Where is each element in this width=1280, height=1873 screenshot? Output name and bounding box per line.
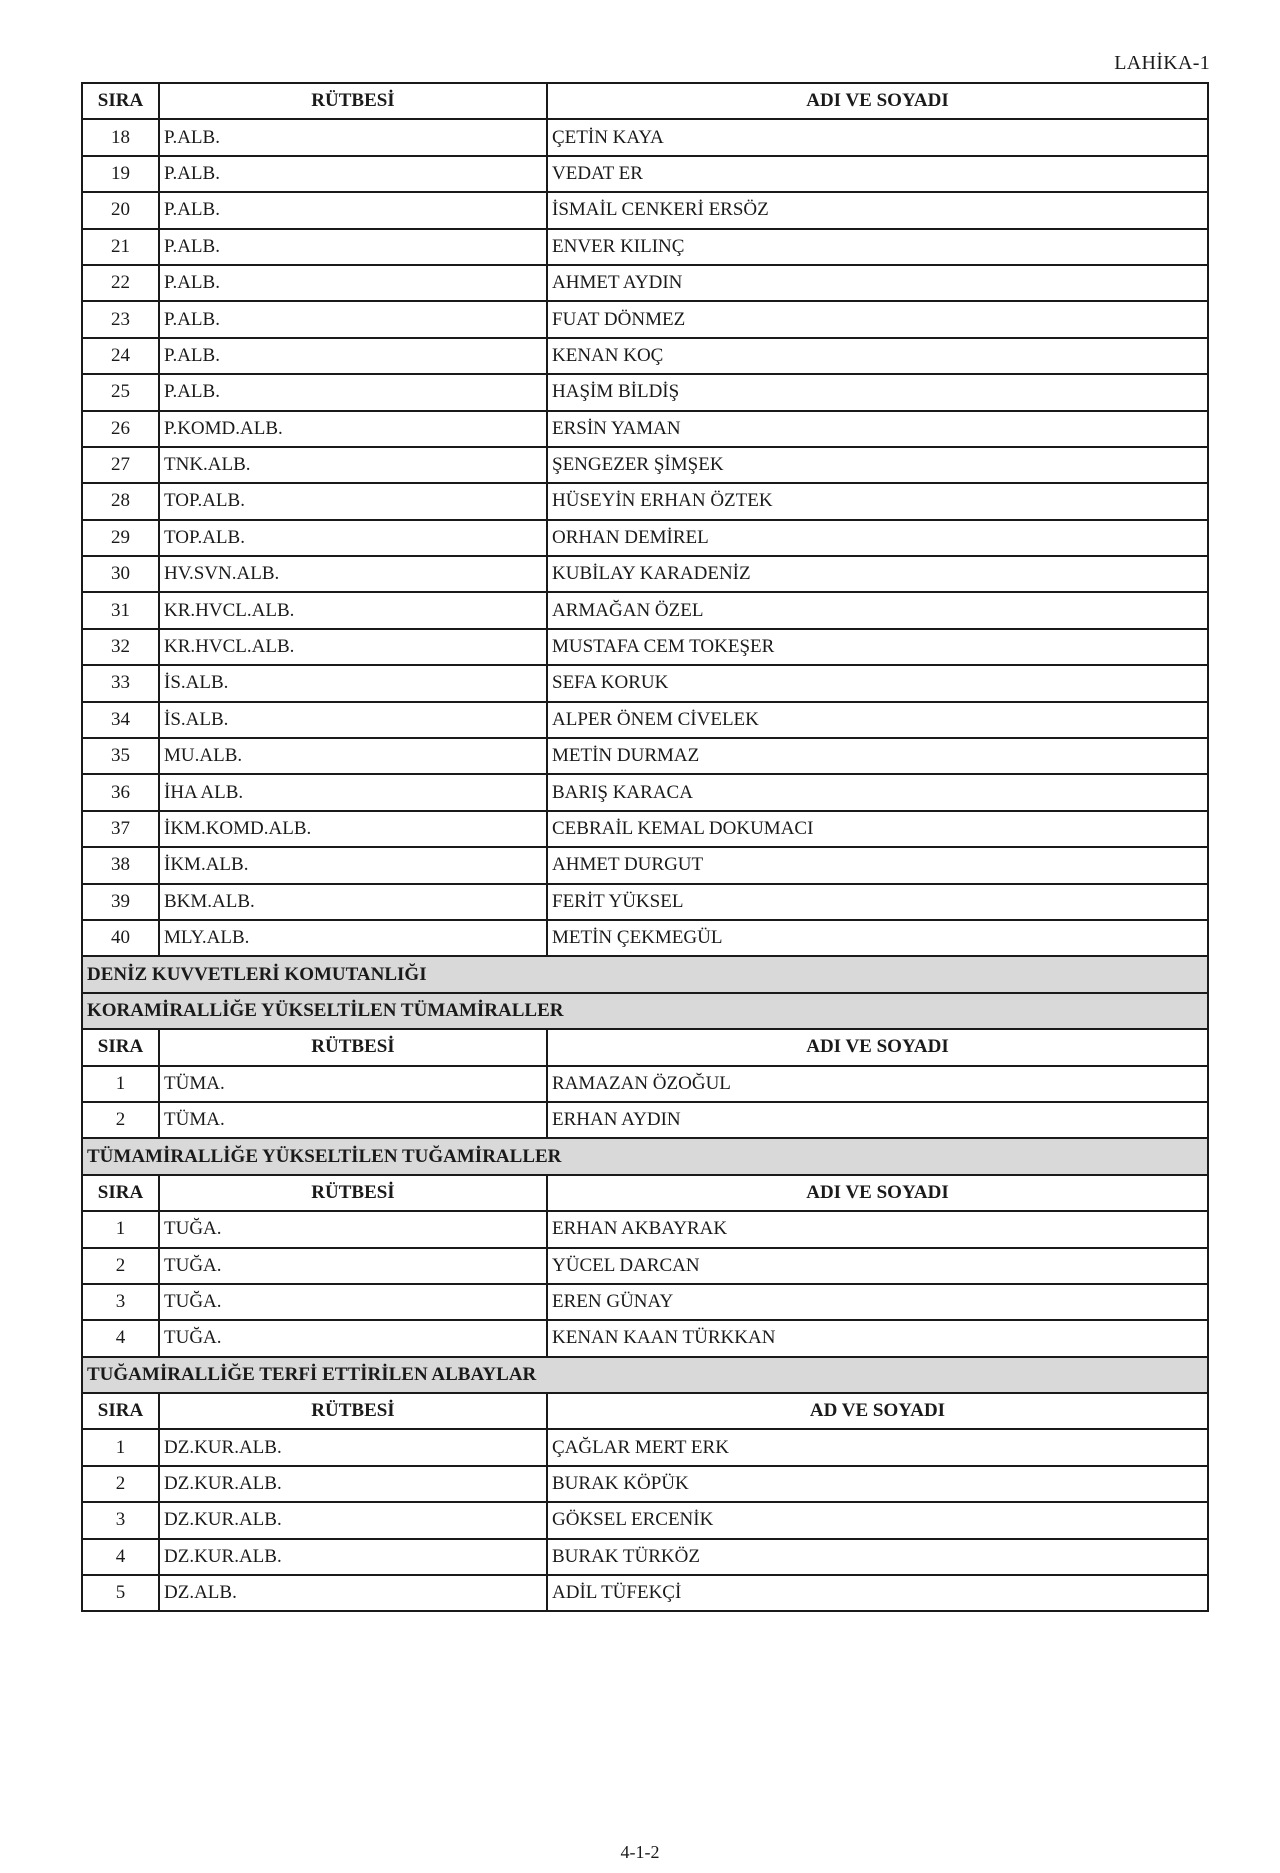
row-name: EREN GÜNAY xyxy=(547,1284,1208,1320)
table-row xyxy=(82,447,1208,483)
row-rank: TÜMA. xyxy=(159,1102,547,1138)
row-name: SEFA KORUK xyxy=(547,665,1208,701)
table-row xyxy=(82,1066,1208,1102)
col-rutbe-header: RÜTBESİ xyxy=(159,83,547,119)
row-sira: 20 xyxy=(82,192,159,228)
table-row xyxy=(82,847,1208,883)
table-row xyxy=(82,265,1208,301)
row-rank: P.ALB. xyxy=(159,338,547,374)
row-name: BURAK KÖPÜK xyxy=(547,1466,1208,1502)
table-row xyxy=(82,665,1208,701)
row-rank: DZ.KUR.ALB. xyxy=(159,1502,547,1538)
row-rank: İKM.ALB. xyxy=(159,847,547,883)
table-row xyxy=(82,1429,1208,1465)
row-sira: 40 xyxy=(82,920,159,956)
row-name: METİN DURMAZ xyxy=(547,738,1208,774)
column-header-row xyxy=(82,1175,1208,1211)
col-ad-header: ADI VE SOYADI xyxy=(547,1029,1208,1065)
table-row xyxy=(82,229,1208,265)
row-name: ARMAĞAN ÖZEL xyxy=(547,592,1208,628)
row-rank: P.ALB. xyxy=(159,374,547,410)
row-name: ERHAN AKBAYRAK xyxy=(547,1211,1208,1247)
row-name: GÖKSEL ERCENİK xyxy=(547,1502,1208,1538)
row-rank: MU.ALB. xyxy=(159,738,547,774)
row-rank: MLY.ALB. xyxy=(159,920,547,956)
row-name: METİN ÇEKMEGÜL xyxy=(547,920,1208,956)
row-sira: 38 xyxy=(82,847,159,883)
row-rank: TÜMA. xyxy=(159,1066,547,1102)
row-name: ORHAN DEMİREL xyxy=(547,520,1208,556)
row-name: MUSTAFA CEM TOKEŞER xyxy=(547,629,1208,665)
row-sira: 25 xyxy=(82,374,159,410)
section-koramiral xyxy=(82,993,1208,1029)
table-row xyxy=(82,1539,1208,1575)
table-row xyxy=(82,192,1208,228)
col-sira-header: SIRA xyxy=(82,1393,159,1429)
row-name: ERHAN AYDIN xyxy=(547,1102,1208,1138)
row-sira: 21 xyxy=(82,229,159,265)
table-row xyxy=(82,592,1208,628)
table-row xyxy=(82,1575,1208,1611)
col-sira-header: SIRA xyxy=(82,1175,159,1211)
col-sira-header: SIRA xyxy=(82,1029,159,1065)
row-rank: BKM.ALB. xyxy=(159,884,547,920)
col-rutbe-header: RÜTBESİ xyxy=(159,1029,547,1065)
row-rank: KR.HVCL.ALB. xyxy=(159,629,547,665)
col-ad-header: ADI VE SOYADI xyxy=(547,83,1208,119)
row-rank: İS.ALB. xyxy=(159,665,547,701)
column-header-row xyxy=(82,83,1208,119)
table-row xyxy=(82,1502,1208,1538)
promotion-table-body xyxy=(82,83,1208,1611)
row-name: ADİL TÜFEKÇİ xyxy=(547,1575,1208,1611)
row-sira: 1 xyxy=(82,1066,159,1102)
row-sira: 1 xyxy=(82,1211,159,1247)
section-tumamiral xyxy=(82,1138,1208,1174)
row-rank: P.ALB. xyxy=(159,265,547,301)
row-sira: 35 xyxy=(82,738,159,774)
table-row xyxy=(82,702,1208,738)
row-name: BARIŞ KARACA xyxy=(547,774,1208,810)
section-title: KORAMİRALLİĞE YÜKSELTİLEN TÜMAMİRALLER xyxy=(82,993,1208,1029)
row-rank: İHA ALB. xyxy=(159,774,547,810)
table-row xyxy=(82,1102,1208,1138)
row-name: ÇAĞLAR MERT ERK xyxy=(547,1429,1208,1465)
table-row xyxy=(82,338,1208,374)
row-name: HAŞİM BİLDİŞ xyxy=(547,374,1208,410)
table-row xyxy=(82,1284,1208,1320)
row-sira: 37 xyxy=(82,811,159,847)
row-sira: 19 xyxy=(82,156,159,192)
col-ad-header: AD VE SOYADI xyxy=(547,1393,1208,1429)
row-sira: 32 xyxy=(82,629,159,665)
column-header-row xyxy=(82,1393,1208,1429)
row-sira: 26 xyxy=(82,411,159,447)
row-sira: 4 xyxy=(82,1320,159,1356)
table-row xyxy=(82,374,1208,410)
row-name: BURAK TÜRKÖZ xyxy=(547,1539,1208,1575)
col-sira-header: SIRA xyxy=(82,83,159,119)
table-row xyxy=(82,1211,1208,1247)
row-sira: 33 xyxy=(82,665,159,701)
row-sira: 3 xyxy=(82,1284,159,1320)
row-name: AHMET DURGUT xyxy=(547,847,1208,883)
page-number: 4-1-2 xyxy=(620,1842,660,1862)
table-row xyxy=(82,411,1208,447)
row-sira: 1 xyxy=(82,1429,159,1465)
section-title: TUĞAMİRALLİĞE TERFİ ETTİRİLEN ALBAYLAR xyxy=(82,1357,1208,1393)
row-name: KENAN KOÇ xyxy=(547,338,1208,374)
row-sira: 22 xyxy=(82,265,159,301)
row-name: ALPER ÖNEM CİVELEK xyxy=(547,702,1208,738)
row-name: CEBRAİL KEMAL DOKUMACI xyxy=(547,811,1208,847)
row-rank: TOP.ALB. xyxy=(159,520,547,556)
col-rutbe-header: RÜTBESİ xyxy=(159,1393,547,1429)
row-sira: 30 xyxy=(82,556,159,592)
row-rank: TOP.ALB. xyxy=(159,483,547,519)
row-rank: TUĞA. xyxy=(159,1320,547,1356)
row-name: KENAN KAAN TÜRKKAN xyxy=(547,1320,1208,1356)
row-name: İSMAİL CENKERİ ERSÖZ xyxy=(547,192,1208,228)
table-row xyxy=(82,629,1208,665)
table-row xyxy=(82,884,1208,920)
table-row xyxy=(82,738,1208,774)
section-navy-command xyxy=(82,956,1208,992)
row-sira: 24 xyxy=(82,338,159,374)
row-sira: 5 xyxy=(82,1575,159,1611)
row-name: ENVER KILINÇ xyxy=(547,229,1208,265)
row-rank: TNK.ALB. xyxy=(159,447,547,483)
row-sira: 36 xyxy=(82,774,159,810)
row-sira: 39 xyxy=(82,884,159,920)
promotion-table xyxy=(81,82,1209,1612)
row-rank: P.ALB. xyxy=(159,301,547,337)
row-name: YÜCEL DARCAN xyxy=(547,1248,1208,1284)
row-rank: TUĞA. xyxy=(159,1284,547,1320)
row-name: HÜSEYİN ERHAN ÖZTEK xyxy=(547,483,1208,519)
row-rank: P.ALB. xyxy=(159,156,547,192)
row-sira: 2 xyxy=(82,1466,159,1502)
row-sira: 34 xyxy=(82,702,159,738)
row-name: RAMAZAN ÖZOĞUL xyxy=(547,1066,1208,1102)
table-row xyxy=(82,119,1208,155)
row-rank: DZ.KUR.ALB. xyxy=(159,1466,547,1502)
section-tugamiral xyxy=(82,1357,1208,1393)
row-rank: DZ.ALB. xyxy=(159,1575,547,1611)
row-name: ERSİN YAMAN xyxy=(547,411,1208,447)
row-sira: 23 xyxy=(82,301,159,337)
table-row xyxy=(82,920,1208,956)
row-sira: 4 xyxy=(82,1539,159,1575)
table-row xyxy=(82,774,1208,810)
row-rank: P.ALB. xyxy=(159,192,547,228)
table-row xyxy=(82,483,1208,519)
row-rank: P.ALB. xyxy=(159,119,547,155)
row-name: VEDAT ER xyxy=(547,156,1208,192)
col-ad-header: ADI VE SOYADI xyxy=(547,1175,1208,1211)
table-row xyxy=(82,1320,1208,1356)
row-rank: İS.ALB. xyxy=(159,702,547,738)
row-rank: TUĞA. xyxy=(159,1248,547,1284)
row-rank: DZ.KUR.ALB. xyxy=(159,1429,547,1465)
table-row xyxy=(82,520,1208,556)
row-name: ŞENGEZER ŞİMŞEK xyxy=(547,447,1208,483)
section-title: DENİZ KUVVETLERİ KOMUTANLIĞI xyxy=(82,956,1208,992)
table-row xyxy=(82,1466,1208,1502)
row-sira: 2 xyxy=(82,1248,159,1284)
annex-label: LAHİKA-1 xyxy=(1114,52,1210,74)
row-sira: 29 xyxy=(82,520,159,556)
row-rank: KR.HVCL.ALB. xyxy=(159,592,547,628)
row-rank: TUĞA. xyxy=(159,1211,547,1247)
table-row xyxy=(82,301,1208,337)
row-sira: 31 xyxy=(82,592,159,628)
column-header-row xyxy=(82,1029,1208,1065)
row-name: FERİT YÜKSEL xyxy=(547,884,1208,920)
table-row xyxy=(82,811,1208,847)
row-rank: İKM.KOMD.ALB. xyxy=(159,811,547,847)
row-sira: 3 xyxy=(82,1502,159,1538)
row-name: KUBİLAY KARADENİZ xyxy=(547,556,1208,592)
row-rank: P.KOMD.ALB. xyxy=(159,411,547,447)
row-sira: 18 xyxy=(82,119,159,155)
row-rank: DZ.KUR.ALB. xyxy=(159,1539,547,1575)
col-rutbe-header: RÜTBESİ xyxy=(159,1175,547,1211)
row-name: ÇETİN KAYA xyxy=(547,119,1208,155)
row-rank: HV.SVN.ALB. xyxy=(159,556,547,592)
row-sira: 28 xyxy=(82,483,159,519)
row-sira: 27 xyxy=(82,447,159,483)
table-row xyxy=(82,556,1208,592)
row-rank: P.ALB. xyxy=(159,229,547,265)
row-name: FUAT DÖNMEZ xyxy=(547,301,1208,337)
table-row xyxy=(82,1248,1208,1284)
row-name: AHMET AYDIN xyxy=(547,265,1208,301)
row-sira: 2 xyxy=(82,1102,159,1138)
section-title: TÜMAMİRALLİĞE YÜKSELTİLEN TUĞAMİRALLER xyxy=(82,1138,1208,1174)
table-row xyxy=(82,156,1208,192)
